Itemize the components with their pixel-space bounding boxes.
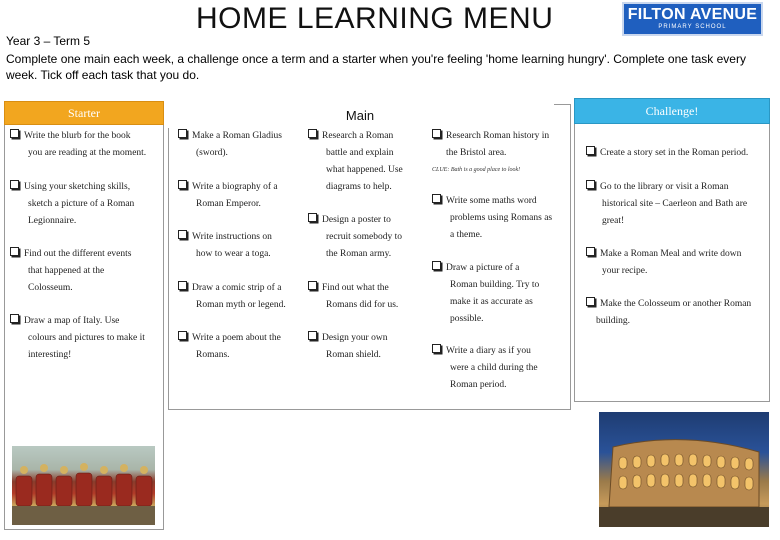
main-col3-task-1 [432,128,568,162]
checkbox[interactable] [308,281,317,290]
task-line: Draw a comic strip of a [192,283,282,293]
main-col1-task-5 [178,330,303,364]
checkbox[interactable] [178,230,187,239]
main-col1-task-2 [178,179,303,213]
checkbox[interactable] [432,129,441,138]
task-line: Design a poster to [322,215,391,225]
logo-subtitle: PRIMARY SCHOOL [658,24,727,30]
task-line: that happened at the [28,266,105,276]
checkbox[interactable] [10,129,19,138]
task-line: the Roman army. [326,249,392,259]
task-line: problems using Romans as [450,213,553,223]
task-line: possible. [450,314,484,324]
main-col1-task-4 [178,280,303,314]
starter-task-1 [10,128,165,162]
checkbox[interactable] [178,129,187,138]
main-col3-task-4 [432,343,568,394]
checkbox[interactable] [178,180,187,189]
task-line: Write a diary as if you [446,346,531,356]
task-line: Design your own [322,333,388,343]
task-line: Roman building. Try to [450,280,540,290]
starter-heading: Starter [4,101,164,125]
task-line: Write instructions on [192,232,272,242]
checkbox[interactable] [10,180,19,189]
task-line: Draw a picture of a [446,263,520,273]
task-line: how to wear a toga. [196,249,271,259]
checkbox[interactable] [10,247,19,256]
challenge-task-4 [586,296,771,330]
clue-note: CLUE: Bath is a good place to look! [432,167,521,173]
task-line: were a child during the [450,363,538,373]
task-line: Research a Roman [322,131,394,141]
task-line: Roman Emperor. [196,199,261,209]
challenge-task-2 [586,179,771,230]
checkbox[interactable] [178,331,187,340]
starter-task-4 [10,313,165,364]
task-line: Make the Colosseum or another Roman [600,299,752,309]
task-line: Write some maths word [446,196,537,206]
checkbox[interactable] [10,314,19,323]
checkbox[interactable] [586,297,595,306]
checkbox[interactable] [586,247,595,256]
main-col1-task-3 [178,229,303,263]
task-line: diagrams to help. [326,182,392,192]
task-line: colours and pictures to make it [28,333,145,343]
task-line: (sword). [196,148,228,158]
checkbox[interactable] [586,146,595,155]
task-line: Romans. [196,350,230,360]
checkbox[interactable] [432,344,441,353]
task-line: Write a poem about the [192,333,281,343]
main-col1-task-1 [178,128,303,162]
page-title: HOME LEARNING MENU [196,2,554,35]
task-line: Write a biography of a [192,182,278,192]
instructions: Complete one main each week, a challenge once a term and a starter when you're feeling 'home learning hungry'. Complete one task every week. Tick off each task that you do. [6,52,746,82]
main-col3-task-2 [432,193,568,244]
task-line: sketch a picture of a Roman [28,199,135,209]
checkbox[interactable] [308,331,317,340]
task-line: Roman period. [450,380,507,390]
main-col2-task-1 [308,128,428,196]
task-line: what happened. Use [326,165,403,175]
challenge-task-1 [586,145,771,162]
checkbox[interactable] [432,261,441,270]
task-line: your recipe. [602,266,648,276]
task-line: a theme. [450,230,483,240]
main-col2-task-2 [308,212,428,263]
task-line: the Bristol area. [446,148,507,158]
task-line: Colosseum. [28,283,73,293]
year-term: Year 3 – Term 5 [6,34,91,48]
task-line: Write the blurb for the book [24,131,131,141]
checkbox[interactable] [308,213,317,222]
challenge-heading: Challenge! [574,98,770,124]
starter-task-3 [10,246,165,297]
task-line: Research Roman history in [446,131,550,141]
task-line: Create a story set in the Roman period. [600,148,749,158]
task-line: Romans did for us. [326,300,399,310]
task-line: Legionnaire. [28,216,77,226]
task-line: interesting! [28,350,72,360]
task-line: Find out the different events [24,249,132,259]
checkbox[interactable] [178,281,187,290]
logo-name: FILTON AVENUE [627,6,758,23]
task-line: battle and explain [326,148,394,158]
task-line: Find out what the [322,283,389,293]
roman-soldiers-photo [12,446,155,525]
checkbox[interactable] [586,180,595,189]
task-line: building. [596,316,631,326]
starter-task-2 [10,179,165,230]
colosseum-photo [599,412,769,527]
task-line: Roman myth or legend. [196,300,286,310]
challenge-task-3 [586,246,771,280]
task-line: you are reading at the moment. [28,148,147,158]
task-line: historical site – Caerleon and Bath are [602,199,748,209]
task-line: Make a Roman Meal and write down [600,249,742,259]
task-line: Draw a map of Italy. Use [24,316,120,326]
task-line: Roman shield. [326,350,381,360]
task-line: Go to the library or visit a Roman [600,182,729,192]
main-col2-task-3 [308,280,428,314]
main-col2-task-4 [308,330,428,364]
task-line: great! [602,216,625,226]
school-logo [622,2,763,36]
task-line: make it as accurate as [450,297,533,307]
checkbox[interactable] [432,194,441,203]
task-line: Make a Roman Gladius [192,131,282,141]
main-heading: Main [166,104,554,128]
main-col3-task-3 [432,260,568,328]
task-line: recruit somebody to [326,232,402,242]
checkbox[interactable] [308,129,317,138]
task-line: Using your sketching skills, [24,182,131,192]
